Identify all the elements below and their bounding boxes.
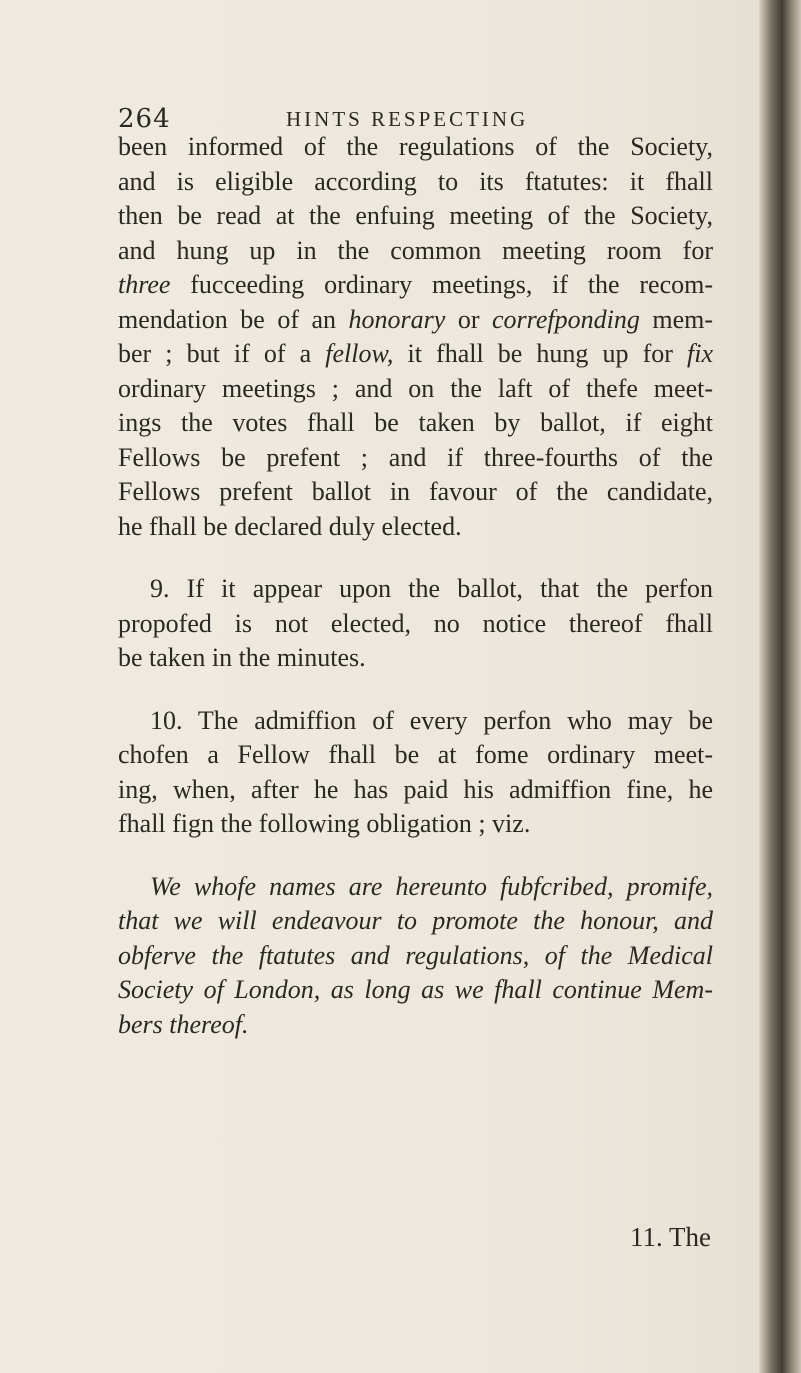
text-line — [118, 268, 713, 303]
text-line — [118, 303, 713, 338]
text-line: fhall fign the following obligation ; viz. — [118, 809, 531, 838]
paragraph-10 — [118, 704, 713, 842]
text-line: Society of London, as long as we fhall continue Mem- — [118, 975, 713, 1004]
text-line: propofed is not elected, no notice thereof fhall — [118, 608, 713, 638]
text-run: fucceeding ordinary meetings, if the recom- — [170, 270, 713, 299]
page-binding-edge — [759, 0, 801, 1373]
text-line: 9. If it appear upon the ballot, that the perfon — [150, 574, 713, 603]
catchword: 11. The — [630, 1222, 711, 1252]
emphasis: correfponding — [492, 304, 640, 334]
text-run: or — [445, 304, 493, 334]
page-number: 264 — [118, 104, 171, 134]
text-line: ing, when, after he has paid his admiffion fine, he — [118, 774, 713, 804]
obligation-text — [118, 870, 713, 1043]
text-line: be taken in the minutes. — [118, 643, 366, 672]
text-line: that we will endeavour to promote the honour, and — [118, 906, 713, 935]
text-line: obferve the ftatutes and regulations, of the Medical — [118, 940, 713, 970]
text-line: We whofe names are hereunto fubfcribed, promife, — [150, 871, 713, 901]
text-line: he fhall be declared duly elected. — [118, 511, 462, 541]
emphasis: honorary — [348, 304, 446, 334]
text-line: and hung up in the common meeting room for — [118, 235, 713, 265]
text-line — [118, 337, 713, 372]
emphasis: fellow, — [325, 339, 394, 368]
body-text — [118, 130, 713, 1042]
paragraph-intro — [118, 130, 713, 544]
text-line: been informed of the regulations of the Society, — [118, 132, 713, 161]
emphasis: three — [118, 270, 171, 299]
paragraph-9 — [118, 572, 713, 676]
text-line: and is eligible according to its ftatutes: it fhall — [118, 166, 713, 196]
text-run: ber ; but if of a — [118, 339, 326, 368]
text-line: ings the votes fhall be taken by ballot, if eight — [118, 408, 713, 437]
text-line: Fellows be prefent ; and if three-fourths of the — [118, 442, 713, 472]
text-line: Fellows prefent ballot in favour of the candidate, — [118, 477, 713, 506]
running-head: HINTS RESPECTING — [286, 107, 529, 131]
text-run: it fhall be hung up for — [393, 339, 687, 368]
emphasis: fix — [687, 339, 713, 368]
text-line: 10. The admiffion of every perfon who may be — [150, 705, 713, 735]
text-line: then be read at the enfuing meeting of the Society, — [118, 201, 713, 230]
text-line: chofen a Fellow fhall be at fome ordinary meet- — [118, 740, 713, 769]
text-line: bers thereof. — [118, 1009, 249, 1039]
text-line: ordinary meetings ; and on the laft of thefe meet- — [118, 373, 713, 403]
text-run: mem- — [639, 304, 713, 334]
text-run: mendation be of an — [118, 304, 349, 334]
